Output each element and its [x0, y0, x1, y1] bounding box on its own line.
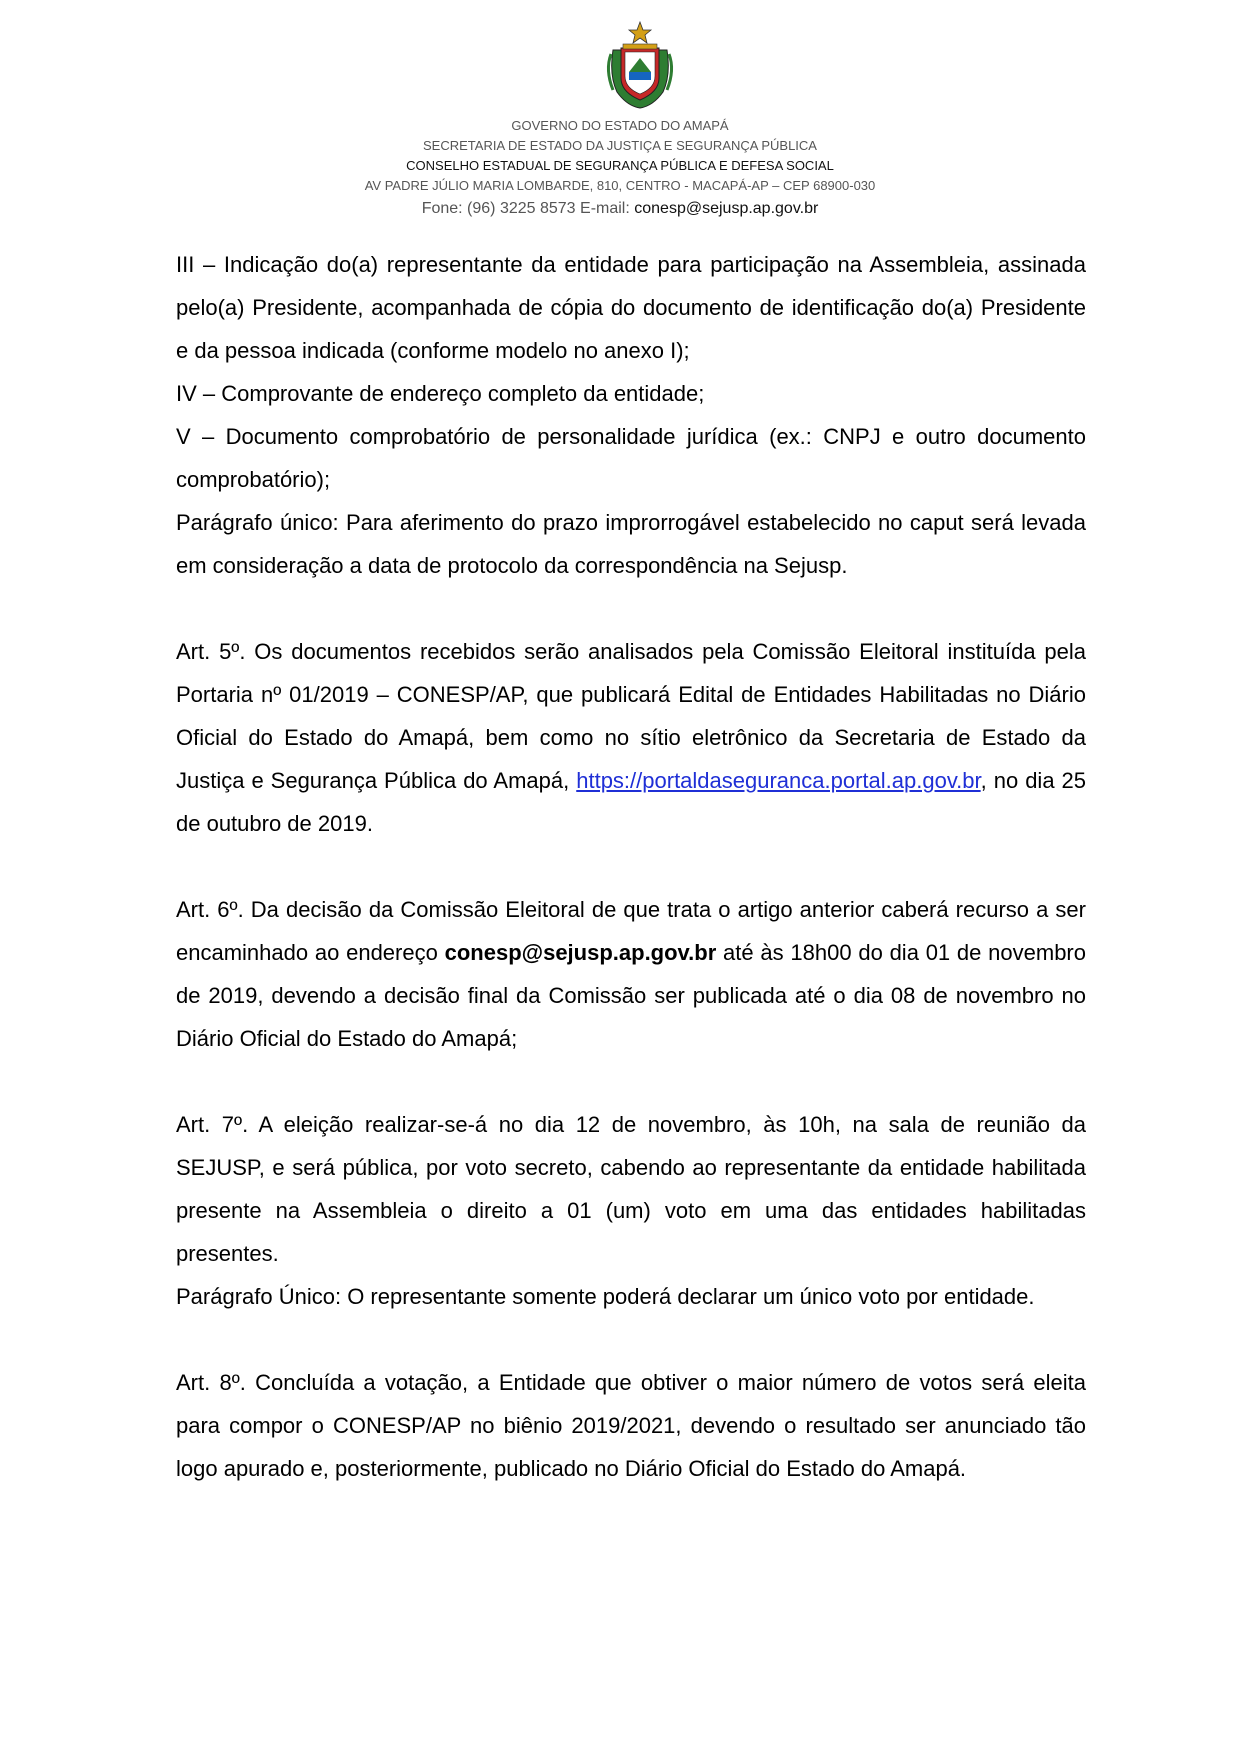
state-coat-of-arms-icon — [603, 20, 677, 110]
portal-link[interactable]: https://portaldaseguranca.portal.ap.gov.br — [576, 768, 981, 793]
spacer — [176, 1060, 1086, 1103]
article-7: Art. 7º. A eleição realizar-se-á no dia 12 de novembro, às 10h, na sala de reunião da SEJUSP, e será pública, por voto secreto, cabendo ao representante da entidade habilitada presente na Assembleia o direito a 01 (um) voto em uma das entidades habilitadas presentes. — [176, 1112, 1086, 1266]
article-5 — [176, 630, 1086, 845]
article-6-tail: até às 18h00 do dia 01 de novembro de 2019, devendo a decisão final da Comissão ser publicada até o dia 08 de novembro no Diário Oficial do Estado do Amapá; — [176, 940, 1086, 1051]
article-8: Art. 8º. Concluída a votação, a Entidade que obtiver o maior número de votos será eleita para compor o CONESP/AP no biênio 2019/2021, devendo o resultado ser anunciado tão logo apurado e, posteriormente, publicado no Diário Oficial do Estado do Amapá. — [176, 1370, 1086, 1481]
letterhead-email: conesp@sejusp.ap.gov.br — [634, 200, 819, 217]
article-5-tail: , no dia 25 de outubro de 2019. — [176, 768, 1087, 836]
article-6-email: conesp@sejusp.ap.gov.br — [444, 940, 717, 965]
item-iii: III – Indicação do(a) representante da entidade para participação na Assembleia, assinada pelo(a) Presidente, acompanhada de cópia do documento de identificação do(a) Presidente e da pessoa indicada (conforme modelo no anexo I); — [176, 252, 1086, 363]
spacer — [176, 845, 1086, 888]
letterhead-phone: Fone: (96) 3225 8573 E-mail: — [421, 200, 635, 217]
article-6-text: Art. 6º. Da decisão da Comissão Eleitoral de que trata o artigo anterior caberá recurso a ser encaminhado ao endereço — [176, 897, 1086, 965]
article-5-text: Art. 5º. Os documentos recebidos serão analisados pela Comissão Eleitoral instituída pela Portaria nº 01/2019 – CONESP/AP, que publicará Edital de Entidades Habilitadas no Diário Oficial do Estado do Amapá, bem como no sítio eletrônico da Secretaria de Estado da Justiça e Segurança Pública do Amapá, — [176, 639, 1086, 793]
item-v: V – Documento comprobatório de personalidade jurídica (ex.: CNPJ e outro documento comprobatório); — [176, 424, 1086, 492]
article-6 — [176, 888, 1086, 1060]
letterhead-contact — [0, 197, 1240, 221]
document-body — [176, 243, 1086, 1490]
item-iv: IV – Comprovante de endereço completo da entidade; — [176, 381, 705, 406]
paragraph-unique-art7: Parágrafo Único: O representante somente poderá declarar um único voto por entidade. — [176, 1284, 1035, 1309]
letterhead-government: GOVERNO DO ESTADO DO AMAPÁ — [511, 118, 729, 133]
letterhead — [0, 116, 1240, 221]
letterhead-council: CONSELHO ESTADUAL DE SEGURANÇA PÚBLICA E DEFESA SOCIAL — [406, 158, 834, 173]
spacer — [176, 587, 1086, 630]
letterhead-address: AV PADRE JÚLIO MARIA LOMBARDE, 810, CENTRO - MACAPÁ-AP – CEP 68900-030 — [364, 178, 876, 193]
spacer — [176, 1318, 1086, 1361]
letterhead-secretariat: SECRETARIA DE ESTADO DA JUSTIÇA E SEGURANÇA PÚBLICA — [423, 138, 817, 153]
paragraph-unique-art4: Parágrafo único: Para aferimento do prazo improrrogável estabelecido no caput será levada em consideração a data de protocolo da correspondência na Sejusp. — [176, 510, 1086, 578]
